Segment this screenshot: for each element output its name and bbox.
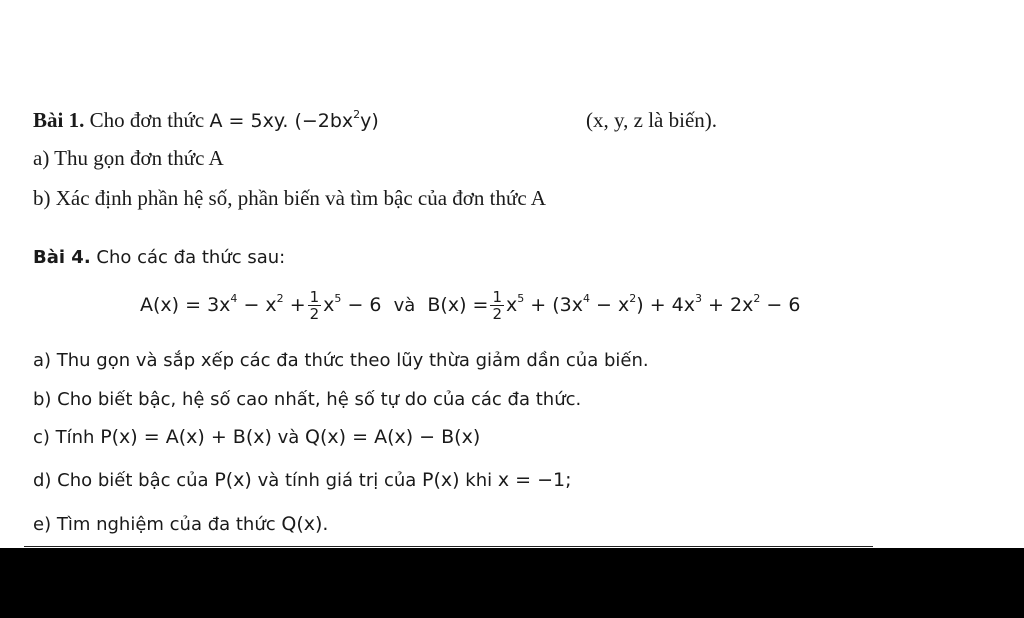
poly-b-exponent: 4 <box>583 292 591 305</box>
fraction-denominator: 2 <box>492 305 503 323</box>
poly-b-part: + (3x <box>524 294 584 316</box>
bai4-polynomials <box>140 285 800 326</box>
bai4-item-e <box>33 511 328 538</box>
bai1-item-b: b) Xác định phần hệ số, phần biến và tìm bậc của đơn thức A <box>33 186 546 210</box>
bottom-divider <box>24 546 873 547</box>
bai4-item-d <box>33 467 572 494</box>
poly-a-part: − x <box>237 294 277 316</box>
fraction-one-half <box>490 289 504 322</box>
poly-b-exponent: 3 <box>695 292 703 305</box>
bai1-note-text: (x, y, z là biến). <box>586 108 718 132</box>
poly-a-part: x <box>323 294 335 316</box>
poly-b-part: x <box>506 294 518 316</box>
bai1-expr-exponent: 2 <box>353 108 361 121</box>
item-c-label: c) Tính <box>33 427 95 448</box>
item-c-expr-q: Q(x) = A(x) − B(x) <box>305 426 481 448</box>
item-c-conj: và <box>277 427 300 448</box>
bai4-title: Bài 4. <box>33 247 91 268</box>
bai1-intro: Cho đơn thức <box>89 108 205 132</box>
item-d-khi: khi <box>465 470 493 491</box>
bottom-black-bar <box>0 548 1024 618</box>
poly-b-part: + 2x <box>702 294 754 316</box>
fraction-numerator: 1 <box>309 288 320 306</box>
poly-b-part: ) + 4x <box>636 294 696 316</box>
poly-b-exponent: 5 <box>517 292 525 305</box>
bai4-item-a: a) Thu gọn và sắp xếp các đa thức theo lũy thừa giảm dần của biến. <box>33 350 649 371</box>
poly-a-part: + <box>283 294 306 316</box>
item-d-expr-p2: P(x) <box>422 469 460 491</box>
fraction-numerator: 1 <box>492 288 503 306</box>
poly-a-exponent: 4 <box>230 292 238 305</box>
bai4-intro: Cho các đa thức sau: <box>96 247 286 268</box>
poly-b-exponent: 2 <box>753 292 761 305</box>
bai4-heading-line <box>33 245 285 271</box>
item-d-expr-p: P(x) <box>214 469 252 491</box>
bai1-expr-part: A = 5xy. (−2bx <box>209 110 354 132</box>
item-d-label: d) Cho biết bậc của <box>33 470 209 491</box>
bai1-variable-note <box>586 107 717 133</box>
fraction-one-half <box>308 289 322 322</box>
poly-b-part: − x <box>590 294 630 316</box>
poly-a-part: − 6 <box>341 294 382 316</box>
bai1-title: Bài 1. <box>33 108 85 132</box>
item-e-expr-q: Q(x). <box>281 513 329 535</box>
poly-a-part: A(x) = 3x <box>140 294 231 316</box>
bai1-expression <box>210 110 379 132</box>
poly-b-part: B(x) = <box>427 294 489 316</box>
bai1-expr-part: y) <box>360 110 379 132</box>
poly-a-exponent: 2 <box>276 292 284 305</box>
bai4-item-b: b) Cho biết bậc, hệ số cao nhất, hệ số tự do của các đa thức. <box>33 389 582 410</box>
poly-a-exponent: 5 <box>334 292 342 305</box>
item-c-expr-p: P(x) = A(x) + B(x) <box>100 426 272 448</box>
item-d-expr-x: x = −1; <box>497 469 572 491</box>
bai4-item-c <box>33 424 480 451</box>
bai1-heading-line <box>33 107 379 134</box>
bai1-item-a: a) Thu gọn đơn thức A <box>33 146 224 170</box>
item-d-mid: và tính giá trị của <box>257 470 417 491</box>
poly-b-part: − 6 <box>760 294 801 316</box>
item-e-label: e) Tìm nghiệm của đa thức <box>33 514 276 535</box>
fraction-denominator: 2 <box>309 305 320 323</box>
poly-b-exponent: 2 <box>629 292 637 305</box>
poly-conjunction: và <box>393 295 416 316</box>
